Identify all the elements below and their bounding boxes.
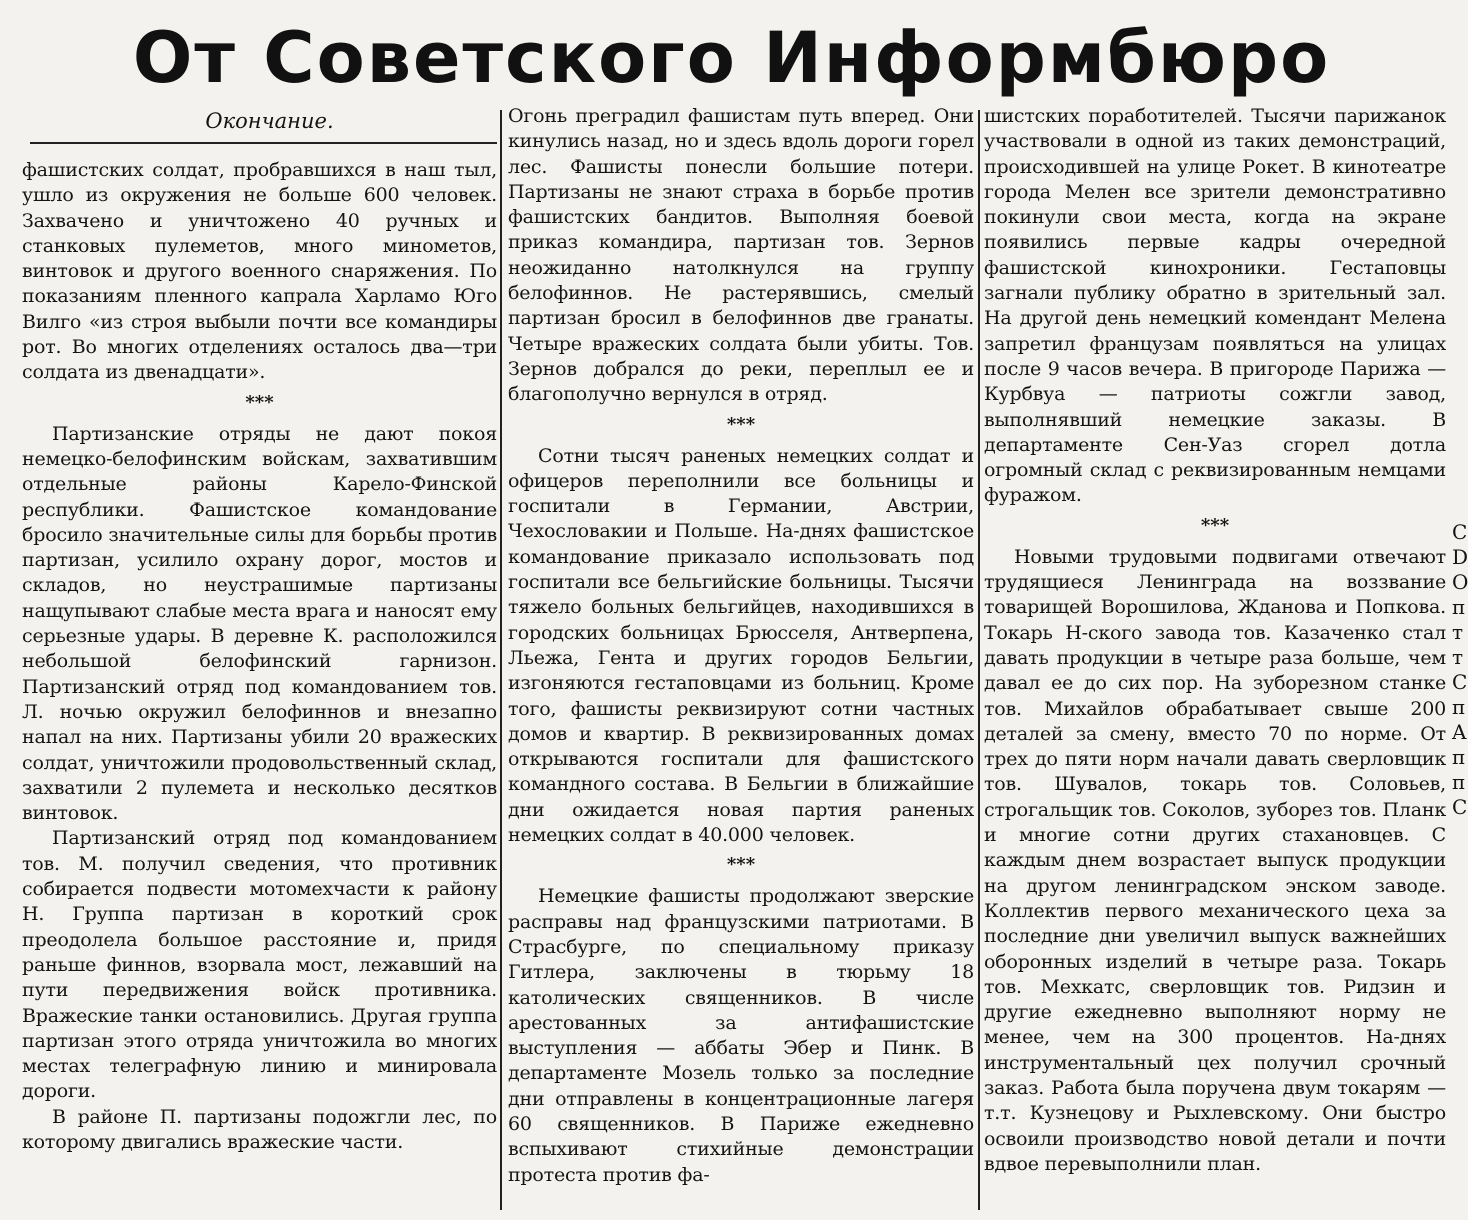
section-separator: *** [726,413,756,435]
paragraph: Партизанские отряды не дают покоя немецко-белофинским войскам, захватившим отдельные районы Карело-Финской республики. Фашистское командование бросило значительные силы для борьбы против партизан, усилило охрану дорог, мостов и складов, но неустрашимые партизаны нащупывают слабые места врага и наносят ему серьезные удары. В деревне К. расположился небольшой белофинский гарнизон. Партизанский отряд под командованием тов. Л. ночью окружил белофиннов и внезапно напал на них. Партизаны убили 20 вражеских солдат, уничтожили продовольственный склад, захватили 2 пулемета и несколько десятков винтовок. [22,422,497,825]
column-divider [500,110,502,1210]
article-subhead: Окончание. [205,109,334,133]
paragraph: Новыми трудовыми подвигами отвечают трудящиеся Ленинграда на воззвание товарищей Ворошилова, Жданова и Попкова. Токарь Н-ского завода тов. Казаченко стал давать продукции в четыре раза больше, чем давал ее до сих пор. На зуборезном станке тов. Михайлов обрабатывает свыше 200 деталей за смену, вместо 70 по норме. От трех до пяти норм начали давать сверловщик тов. Шувалов, токарь тов. Соловьев, строгальщик тов. Соколов, зуборез тов. Планк и многие сотни других стахановцев. С каждым днем возрастает выпуск продукции на другом ленинградском энском заводе. Коллектив первого механического цеха за последние дни увеличил выпуск важнейших оборонных изделий в четыре раза. Токарь тов. Мехкатс, сверловщик тов. Ридзин и другие ежедневно выполняют норму не менее, чем на 300 процентов. На-днях инструментальный цех получил срочный заказ. Работа была поручена двум токарям — т.т. Кузнецову и Рыхлевскому. Они быстро освоили производство новой детали и почти вдвое перевыполнили план. [984,545,1446,1175]
paragraph: фашистских солдат, пробравшихся в наш тыл, ушло из окружения не больше 600 человек. Захвачено и уничтожено 40 ручных и станковых пулеметов, много минометов, винтовок и другого военного снаряжения. По показаниям пленного капрала Харламо Юго Вилго «из строя выбыли почти все командиры рот. Во многих отделениях осталось два—три солдата из двенадцати». [22,159,497,384]
newspaper-headline: От Советского Информбюро [132,17,1331,99]
paragraph: Сотни тысяч раненых немецких солдат и офицеров переполнили все больницы и госпитали в Германии, Австрии, Чехословакии и Польше. На-днях фашистское командование приказало использовать под госпитали все бельгийские больницы. Тысячи тяжело больных бельгийцев, находившихся в городских больницах Брюсселя, Антверпена, Льежа, Гента и других городов Бельгии, изгоняются гестаповцами из больниц. Кроме того, фашисты реквизируют сотни частных домов и квартир. В реквизированных домах открываются госпитали для фашистского командного состава. В Бельгии в ближайшие дни ожидается новая партия раненых немецких солдат в 40.000 человек. [508,444,974,847]
section-separator: *** [726,854,756,876]
paragraph: шистских поработителей. Тысячи парижанок участвовали в одной из таких демонстраций, происходившей на улице Рокет. В кинотеатре города Мелен все зрители демонстративно покинули свои места, когда на экране появились первые кадры очередной фашистской кинохроники. Гестаповцы загнали публику обратно в зрительный зал. На другой день немецкий комендант Мелена запретил французам появляться на улицах после 9 часов вечера. В пригороде Парижа — Курбвуа — патриоты сожгли завод, выполнявший немецкие заказы. В департаменте Сен-Уаз сгорел дотла огромный склад с реквизированным немцами фуражом. [984,105,1446,507]
paragraph: Партизанский отряд под командованием тов. М. получил сведения, что противник собирается подвести мотомехчасти к району Н. Группа партизан в короткий срок преодолела большое расстояние и, придя раньше финнов, взорвала мост, лежавший на пути передвижения войск противника. Вражеские танки остановились. Другая группа партизан этого отряда уничтожила во многих местах телеграфную линию и минировала дороги. [22,827,497,1103]
paragraph: Огонь преградил фашистам путь вперед. Они кинулись назад, но и здесь вдоль дороги горел лес. Фашисты понесли большие потери. Партизаны не знают страха в борьбе против фашистских бандитов. Выполняя боевой приказ командира, партизан тов. Зернов неожиданно натолкнулся на группу белофиннов. Не растерявшись, смелый партизан бросил в белофиннов две гранаты. Четыре вражеских солдата были убиты. Тов. Зернов добрался до реки, переплыл ее и благополучно вернулся в отряд. [508,105,974,406]
article-column-2 [508,104,974,1214]
adjacent-column-fragment: C D O п т т C п A п п C [1452,520,1468,819]
article-column-3 [984,104,1446,1214]
paragraph: В районе П. партизаны подожгли лес, по которому двигались вражеские части. [22,1105,497,1153]
article-column-1 [22,104,497,1214]
column-divider [978,110,980,1210]
paragraph: Немецкие фашисты продолжают зверские расправы над французскими патриотами. В Страсбурге, по специальному приказу Гитлера, заключены в тюрьму 18 католических священников. В числе арестованных за антифашистские выступления — аббаты Эбер и Пинк. В департаменте Мозель только за последние дни отправлены в концентрационные лагеря 60 священников. В Париже ежедневно вспыхивают стихийные демонстрации протеста против фа- [508,885,974,1186]
section-separator: *** [1200,514,1230,536]
section-separator: *** [245,391,274,413]
subhead-rule [30,142,497,144]
